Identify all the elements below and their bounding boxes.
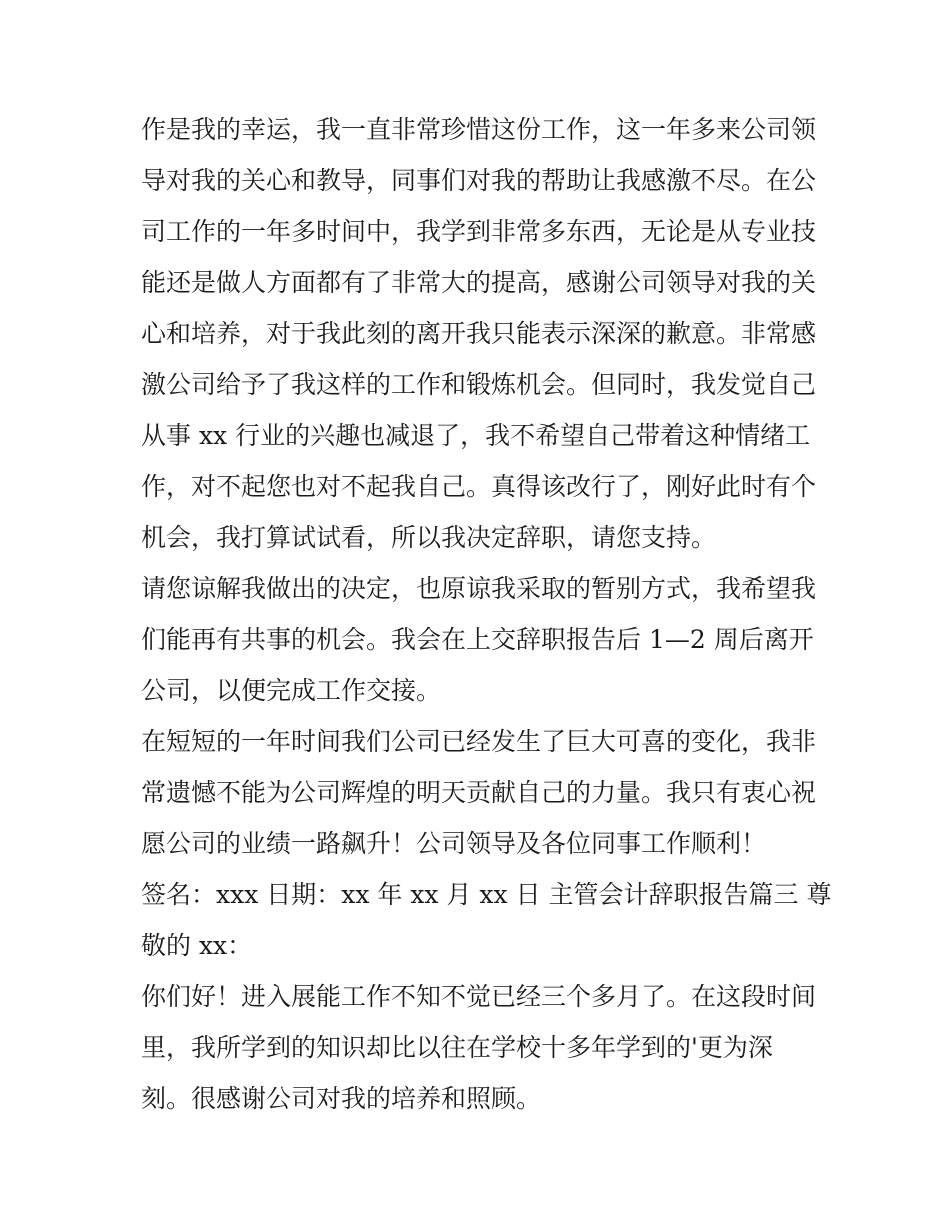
- text-line: 激公司给予了我这样的工作和锻炼机会。但同时，我发觉自己: [141, 370, 817, 399]
- text-line: 心和培养，对于我此刻的离开我只能表示深深的歉意。非常感: [141, 319, 817, 348]
- text-line: 签名：xxx 日期：xx 年 xx 月 xx 日 主管会计辞职报告篇三 尊: [141, 880, 832, 909]
- text-line: 作，对不起您也对不起我自己。真得该改行了，刚好此时有个: [141, 472, 817, 501]
- text-line: 请您谅解我做出的决定，也原谅我采取的暂别方式，我希望我: [141, 574, 817, 603]
- text-line: 司工作的一年多时间中，我学到非常多东西，无论是从专业技: [141, 217, 817, 246]
- text-line: 导对我的关心和教导，同事们对我的帮助让我感激不尽。在公: [141, 166, 817, 195]
- text-line: 机会，我打算试试看，所以我决定辞职，请您支持。: [141, 523, 717, 552]
- text-line: 从事 xx 行业的兴趣也减退了，我不希望自己带着这种情绪工: [141, 421, 811, 450]
- text-line: 刻。很感谢公司对我的培养和照顾。: [141, 1084, 542, 1113]
- text-line: 在短短的一年时间我们公司已经发生了巨大可喜的变化，我非: [141, 727, 817, 756]
- text-line: 们能再有共事的机会。我会在上交辞职报告后 1—2 周后离开: [141, 625, 814, 654]
- text-line: 作是我的幸运，我一直非常珍惜这份工作，这一年多来公司领: [141, 115, 817, 144]
- text-line: 愿公司的业绩一路飙升！公司领导及各位同事工作顺利！: [141, 829, 767, 858]
- text-line: 公司，以便完成工作交接。: [141, 676, 442, 705]
- document-body: [141, 104, 832, 1124]
- text-line: 里，我所学到的知识却比以往在学校十多年学到的'更为深: [141, 1033, 773, 1062]
- text-line: 你们好！进入展能工作不知不觉已经三个多月了。在这段时间: [141, 982, 817, 1011]
- text-line: 能还是做人方面都有了非常大的提高，感谢公司领导对我的关: [141, 268, 817, 297]
- text-line: 敬的 xx：: [141, 931, 253, 960]
- text-line: 常遗憾不能为公司辉煌的明天贡献自己的力量。我只有衷心祝: [141, 778, 817, 807]
